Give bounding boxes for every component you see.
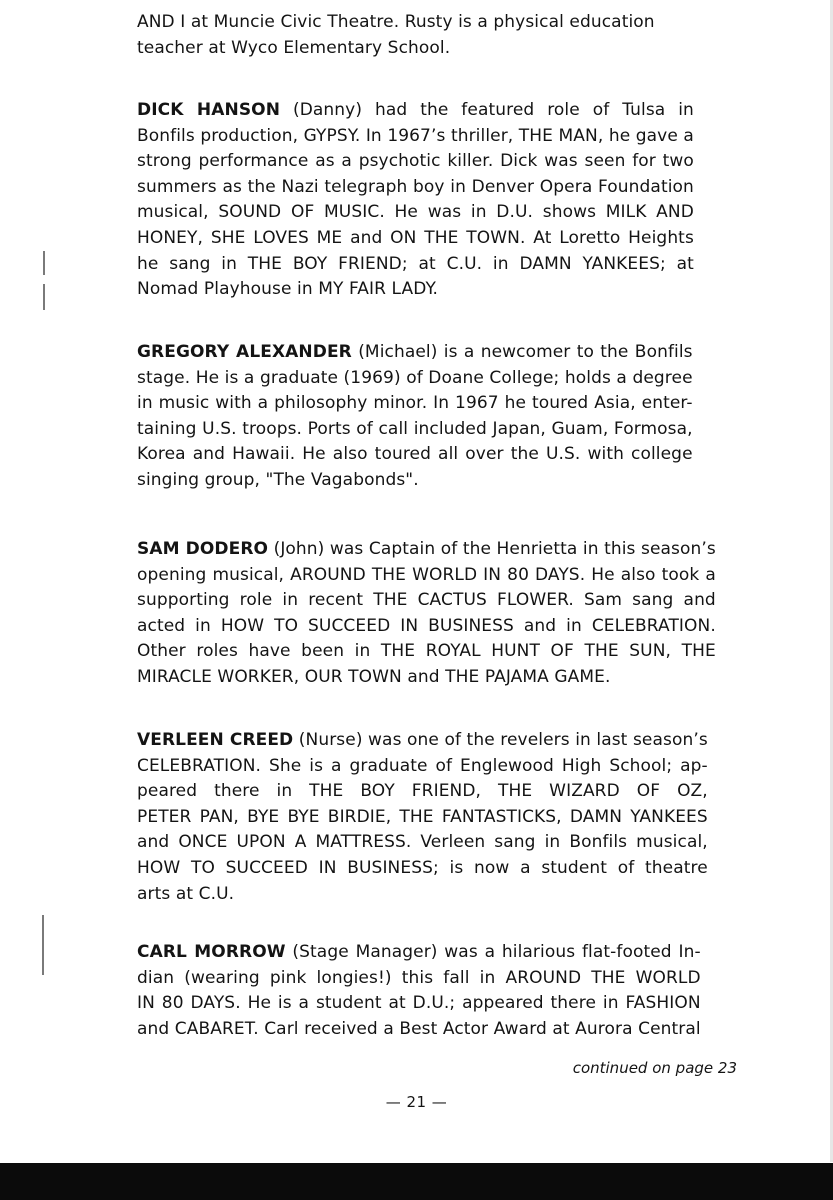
text-line: IN 80 DAYS. He is a student at D.U.; appeared there in FASHION — [137, 993, 701, 1014]
text-line: dian (wearing pink longies!) this fall in AROUND THE WORLD — [137, 967, 701, 988]
text-line: CELEBRATION. She is a graduate of Englewood High School; ap- — [137, 755, 708, 776]
bio-paragraph-continued — [137, 10, 655, 61]
text-line: teacher at Wyco Elementary School. — [137, 37, 451, 58]
text-line: HOW TO SUCCEED IN BUSINESS; is now a student of theatre — [137, 857, 708, 878]
text-line: (Nurse) was one of the revelers in last season’s — [293, 730, 708, 750]
text-line: (Michael) is a newcomer to the Bonfils — [351, 342, 693, 362]
text-line: Other roles have been in THE ROYAL HUNT OF THE SUN, THE — [137, 641, 716, 662]
cast-name: CARL MORROW — [137, 942, 286, 962]
cast-name: SAM DODERO — [137, 539, 269, 559]
page-number: — 21 — — [385, 1093, 448, 1111]
text-line: arts at C.U. — [137, 883, 235, 904]
text-line: he sang in THE BOY FRIEND; at C.U. in DAMN YANKEES; at — [137, 253, 694, 274]
text-line: AND I at Muncie Civic Theatre. Rusty is a physical education — [137, 12, 655, 32]
text-line: and CABARET. Carl received a Best Actor Award at Aurora Central — [137, 1018, 701, 1039]
cast-name: DICK HANSON — [137, 100, 281, 120]
binding-mark — [43, 251, 45, 275]
text-line: opening musical, AROUND THE WORLD IN 80 DAYS. He also took a — [137, 564, 716, 585]
text-line: singing group, "The Vagabonds". — [137, 469, 419, 490]
cast-name: GREGORY ALEXANDER — [137, 342, 352, 362]
text-line: HONEY, SHE LOVES ME and ON THE TOWN. At Loretto Heights — [137, 227, 694, 248]
continued-note: continued on page 23 — [572, 1059, 737, 1077]
text-line: peared there in THE BOY FRIEND, THE WIZARD OF OZ, — [137, 781, 708, 802]
text-line: Korea and Hawaii. He also toured all over the U.S. with college — [137, 444, 693, 465]
bio-paragraph-verleen-creed — [137, 728, 708, 907]
text-line: musical, SOUND OF MUSIC. He was in D.U. shows MILK AND — [137, 202, 694, 223]
text-line: summers as the Nazi telegraph boy in Denver Opera Foundation — [137, 176, 694, 197]
bio-paragraph-dick-hanson — [137, 98, 694, 303]
text-line: PETER PAN, BYE BYE BIRDIE, THE FANTASTICKS, DAMN YANKEES — [137, 806, 708, 827]
cast-name: VERLEEN CREED — [137, 730, 294, 750]
text-line: acted in HOW TO SUCCEED IN BUSINESS and in CELEBRATION. — [137, 615, 716, 636]
binding-mark — [43, 284, 45, 310]
text-line: (Stage Manager) was a hilarious flat-footed In- — [285, 942, 701, 962]
text-line: (John) was Captain of the Henrietta in this season’s — [268, 539, 716, 559]
text-line: strong performance as a psychotic killer. Dick was seen for two — [137, 151, 694, 172]
binding-mark — [42, 915, 44, 975]
text-line: in music with a philosophy minor. In 1967 he toured Asia, enter- — [137, 393, 693, 414]
bio-paragraph-sam-dodero — [137, 537, 716, 691]
text-line: Bonfils production, GYPSY. In 1967’s thriller, THE MAN, he gave a — [137, 125, 694, 146]
text-line: Nomad Playhouse in MY FAIR LADY. — [137, 279, 439, 300]
text-line: and ONCE UPON A MATTRESS. Verleen sang in Bonfils musical, — [137, 832, 708, 853]
text-line: stage. He is a graduate (1969) of Doane College; holds a degree — [137, 367, 693, 388]
text-line: MIRACLE WORKER, OUR TOWN and THE PAJAMA GAME. — [137, 666, 611, 687]
bio-paragraph-gregory-alexander — [137, 340, 693, 494]
scan-border — [0, 1163, 833, 1200]
text-line: supporting role in recent THE CACTUS FLOWER. Sam sang and — [137, 590, 716, 611]
text-line: taining U.S. troops. Ports of call included Japan, Guam, Formosa, — [137, 418, 693, 439]
bio-paragraph-carl-morrow — [137, 940, 701, 1042]
text-line: (Danny) had the featured role of Tulsa in — [280, 100, 694, 120]
